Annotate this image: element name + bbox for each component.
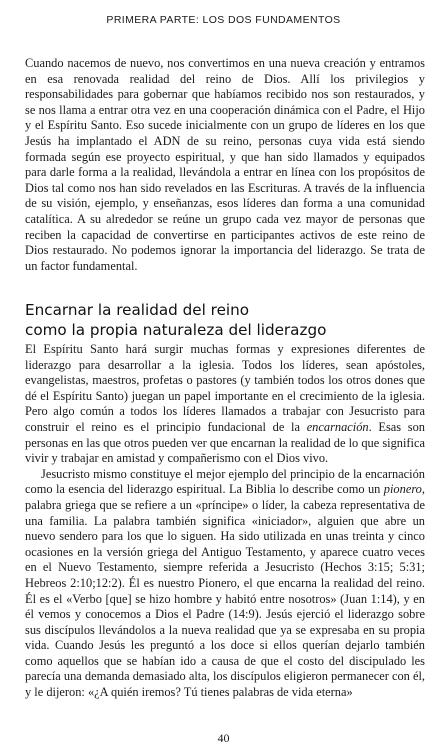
section-heading-line: Encarnar la realidad del reino: [25, 301, 250, 319]
paragraph-text: El Espíritu Santo hará surgir muchas formas y expresiones diferentes de liderazgo para desarrollar a la iglesia. Todos los líderes, sean apóstoles, evangelistas, maestros, profetas o pastores (y también todos los otros dones que dé el Espíritu Santo) juegan un papel importante en el crecimiento de la iglesia. Pero algo común a todos los líderes llamados a trabajar con Jesucristo para construir el reino es el principio fundacional de la: [25, 342, 425, 434]
page-number: 40: [217, 731, 230, 745]
intro-paragraph-block: [25, 56, 425, 274]
paragraph: [25, 342, 425, 467]
paragraph-text: . Esas son personas en las que otros pueden ver que encarnan la realidad de lo que significa vivir y trabajar en amistad y compañerismo con el Dios vivo.: [25, 419, 426, 466]
running-head: PRIMERA PARTE: LOS DOS FUNDAMENTOS: [106, 14, 341, 26]
section-heading: [25, 300, 425, 340]
paragraph-text: , palabra griega que se refiere a un «príncipe» o líder, la cabeza representativa de una familia. La palabra también significa «iniciador», alguien que abre un nuevo sendero para los que lo siguen. Ha sido utilizada en unas treinta y cinco ocasiones en la versión griega del Antiguo Testamento, y aparece cuatro veces en el Nuevo Testamento, siempre referida a Jesucristo (Hechos 3:15; 5:31; Hebreos 2:10;12:2). Él es nuestro Pionero, el que encarna la realidad del reino. Él es el «Verbo [que] se hizo hombre y habitó entre nosotros» (Juan 1:14), y en él vemos y conocemos a Dios el Padre (14:9). Jesús ejerció el liderazgo sobre sus discípulos llevándolos a la nueva realidad que ya se expresaba en su propia vida. Cuando Jesús les preguntó a los doce si ellos querían dejarlo también como aquellos que se habían ido a causa de que el costo del discipulado les parecía una demanda demasiado alta, los discípulos eligieron permanecer con él, y le dijeron: «¿A quién iremos? Tú tienes palabras de vida eterna»: [25, 482, 425, 700]
paragraph: Cuando nacemos de nuevo, nos convertimos en una nueva creación y entramos en esa renovada realidad del reino de Dios. Allí los privilegios y responsabilidades para gobernar que habíamos recibido nos son restaurados, y se nos llama a entrar otra vez en una cooperación dinámica con el Padre, el Hijo y el Espíritu Santo. Eso sucede inicialmente con un grupo de líderes en los que Jesús ha implantado el ADN de su reino, personas cuya vida está siendo formada según ese proyecto espiritual, y que han sido llamados y equipados para darle forma a la realidad, llevándola a entrar en línea con los propósitos de Dios tal como nos han sido revelados en las Escrituras. A través de la influencia de su visión, ejemplo, y enseñanzas, esos líderes dan forma a una comunidad catalítica. A su alrededor se reúne un grupo cada vez mayor de personas que reciben la capacidad de convertirse en participantes activos de este reino de Dios restaurado. No podemos ignorar la importancia del liderazgo. Se trata de un factor fundamental.: [25, 56, 425, 273]
section-body: [25, 342, 425, 701]
paragraph: [25, 467, 425, 701]
emphasis-text: pionero: [383, 482, 422, 497]
emphasis-text: encarnación: [306, 419, 369, 434]
paragraph-text: Jesucristo mismo constituye el mejor ejemplo del principio de la encarnación como la esencia del liderazgo espiritual. La Biblia lo describe como un: [25, 466, 425, 497]
section-heading-line: como la propia naturaleza del liderazgo: [25, 321, 327, 339]
